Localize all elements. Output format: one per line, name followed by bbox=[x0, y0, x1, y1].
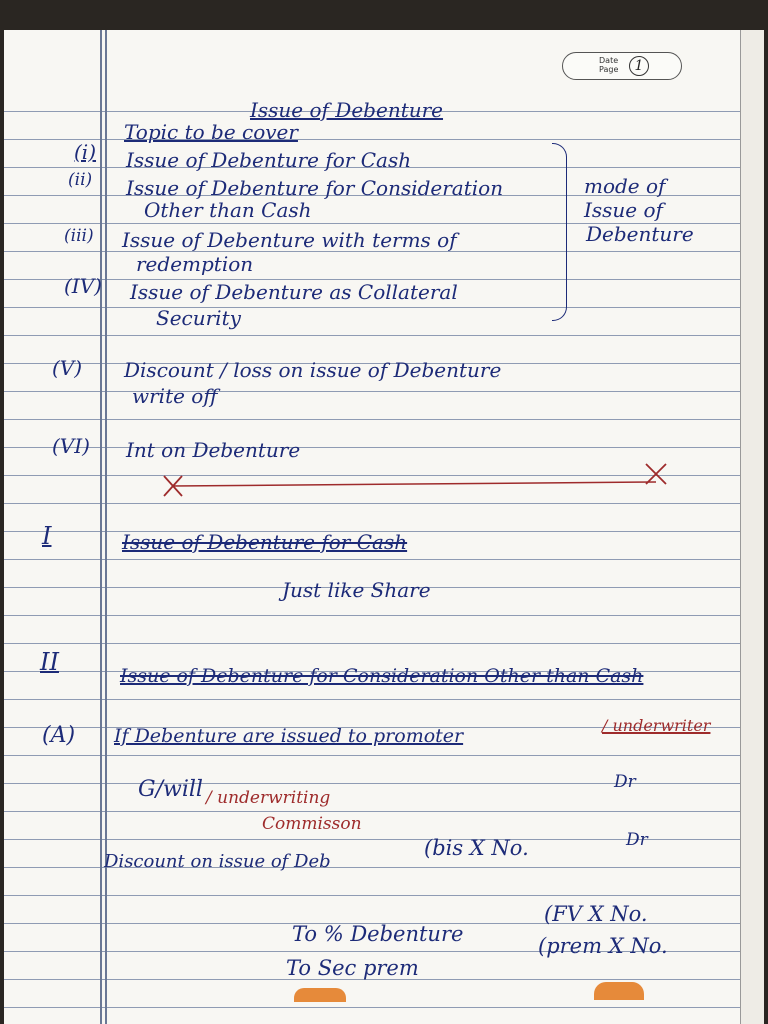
subsection-number: (A) bbox=[42, 723, 76, 748]
entry-debit-account: Discount on issue of Deb bbox=[104, 851, 331, 872]
mode-note-line: mode of bbox=[584, 174, 666, 198]
item-number: (IV) bbox=[64, 274, 102, 298]
item-number: (i) bbox=[74, 140, 97, 164]
entry-amount-bracket: (bis X No. bbox=[424, 836, 529, 860]
entry-debit-account-red: / underwriting bbox=[206, 788, 331, 808]
section-number: I bbox=[42, 522, 52, 550]
section-note: Just like Share bbox=[282, 578, 431, 602]
subsection-text: If Debenture are issued to promoter bbox=[114, 725, 464, 747]
item-text: Issue of Debenture as Collateral bbox=[130, 280, 458, 304]
page-number: 1 bbox=[629, 56, 649, 76]
notebook-page bbox=[4, 30, 764, 1024]
page-label: Page bbox=[599, 65, 619, 74]
item-number: (VI) bbox=[52, 434, 90, 458]
red-divider bbox=[4, 30, 764, 1024]
entry-credit-account: To Sec prem bbox=[286, 956, 419, 980]
item-number: (ii) bbox=[68, 170, 93, 190]
item-text: Int on Debenture bbox=[126, 438, 301, 462]
entry-debit-account-red: Commisson bbox=[262, 814, 362, 834]
item-number: (iii) bbox=[64, 226, 94, 246]
subsection-text-red: / underwriter bbox=[602, 716, 711, 735]
mode-note-line: Debenture bbox=[586, 222, 694, 246]
item-text: Issue of Debenture with terms of bbox=[122, 228, 457, 252]
finger-tip bbox=[294, 988, 346, 1002]
item-text-continued: Other than Cash bbox=[144, 198, 312, 222]
mode-note-line: Issue of bbox=[584, 198, 663, 222]
finger-tip bbox=[594, 982, 644, 1000]
section-heading: Issue of Debenture for Consideration Other than Cash bbox=[120, 665, 644, 687]
item-text: Issue of Debenture for Consideration bbox=[126, 176, 504, 200]
entry-credit-amount: (FV X No. bbox=[544, 902, 648, 926]
item-text: Discount / loss on issue of Debenture bbox=[124, 358, 502, 382]
item-text-continued: write off bbox=[132, 384, 218, 408]
topics-heading: Topic to be cover bbox=[124, 120, 298, 144]
section-number: II bbox=[40, 648, 59, 676]
date-label: Date bbox=[599, 56, 619, 65]
entry-credit-account: To % Debenture bbox=[292, 922, 464, 946]
section-heading: Issue of Debenture for Cash bbox=[122, 530, 408, 554]
item-number: (V) bbox=[52, 356, 83, 380]
entry-dr-marker: Dr bbox=[626, 830, 648, 850]
page-title: Issue of Debenture bbox=[250, 98, 444, 122]
item-text-continued: Security bbox=[156, 306, 241, 330]
item-text: Issue of Debenture for Cash bbox=[126, 148, 412, 172]
item-text-continued: redemption bbox=[136, 252, 254, 276]
entry-debit-account: G/will bbox=[138, 777, 203, 802]
entry-dr-marker: Dr bbox=[614, 772, 636, 792]
entry-credit-amount: (prem X No. bbox=[538, 934, 668, 958]
